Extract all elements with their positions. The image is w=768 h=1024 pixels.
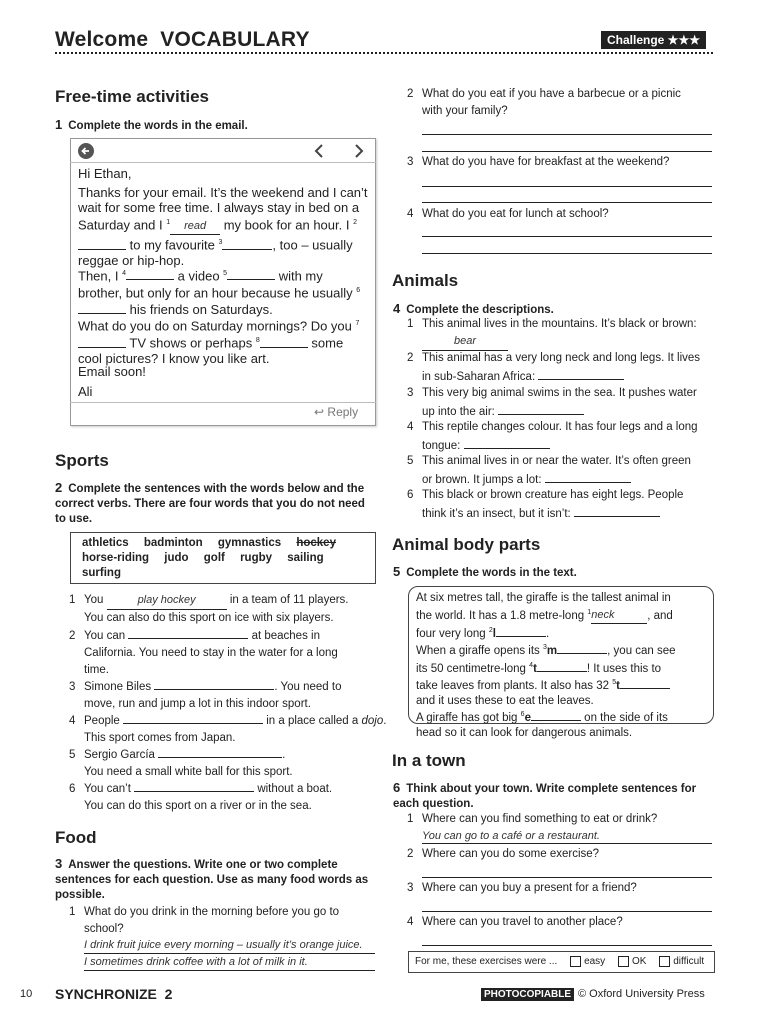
chevron-left-icon[interactable] bbox=[312, 143, 326, 159]
header-divider bbox=[55, 52, 713, 54]
answer-line bbox=[84, 970, 375, 971]
town-question-3: 3 Where can you buy a present for a friend? bbox=[407, 882, 637, 894]
body-parts-heading: Animal body parts bbox=[392, 535, 541, 554]
sports-heading: Sports bbox=[55, 451, 109, 470]
food-question-3: 3 What do you have for breakfast at the weekend? bbox=[407, 156, 670, 168]
ex4-instruction: 4 Complete the descriptions. bbox=[393, 301, 554, 316]
food-question-2: 2 What do you eat if you have a barbecue or a picnic with your family? bbox=[407, 88, 681, 117]
email-signature: Ali bbox=[78, 384, 93, 399]
town-heading: In a town bbox=[392, 751, 466, 770]
email-divider bbox=[70, 162, 376, 163]
answer-line[interactable] bbox=[422, 253, 712, 254]
town-answer-1: You can go to a café or a restaurant. bbox=[422, 830, 600, 842]
challenge-badge: Challenge ★★★ bbox=[601, 31, 706, 49]
ex5-instruction: 5 Complete the words in the text. bbox=[393, 564, 577, 579]
animals-heading: Animals bbox=[392, 271, 459, 290]
photocopiable-badge: PHOTOCOPIABLE bbox=[481, 988, 574, 1001]
difficult-checkbox[interactable] bbox=[659, 956, 670, 967]
sports-item-5: 5 Sergio García . You need a small white ball for this sport. bbox=[69, 745, 293, 781]
ex2-instruction: 2 Complete the sentences with the words below and the correct verbs. There are four words that you do not need to use. bbox=[55, 480, 365, 525]
answer-line bbox=[84, 953, 375, 954]
answer-line[interactable] bbox=[422, 202, 712, 203]
answer-line[interactable] bbox=[422, 236, 712, 237]
chevron-right-icon[interactable] bbox=[352, 143, 366, 159]
sports-item-1: 1 You play hockey in a team of 11 players. You can also do this sport on ice with six players. bbox=[69, 594, 349, 624]
email-footer-divider bbox=[70, 402, 376, 403]
answer-line[interactable] bbox=[422, 911, 712, 912]
town-question-1: 1 Where can you find something to eat or drink? bbox=[407, 813, 658, 825]
animal-item-3: 3 This very big animal swims in the sea. It pushes water up into the air: bbox=[407, 387, 697, 418]
food-question-1: 1 What do you drink in the morning before you go to school? bbox=[69, 906, 340, 935]
page-title: Welcome VOCABULARY bbox=[55, 28, 310, 51]
copyright: © Oxford University Press bbox=[578, 988, 705, 1000]
word-box-list: athletics badminton gymnastics hockey horse-riding judo golf rugby sailing surfing bbox=[82, 537, 336, 579]
town-question-2: 2 Where can you do some exercise? bbox=[407, 848, 600, 860]
answer-line[interactable] bbox=[422, 945, 712, 946]
feedback-label: For me, these exercises were ... bbox=[415, 956, 558, 968]
food-answer-1a: I drink fruit juice every morning – usually it’s orange juice. bbox=[84, 939, 363, 951]
easy-checkbox[interactable] bbox=[570, 956, 581, 967]
animal-item-2: 2 This animal has a very long neck and long legs. It lives in sub-Saharan Africa: bbox=[407, 352, 701, 383]
free-time-heading: Free-time activities bbox=[55, 87, 210, 106]
animal-item-4: 4 This reptile changes colour. It has four legs and a long tongue: bbox=[407, 421, 698, 452]
reply-button[interactable]: ↩ Reply bbox=[314, 405, 359, 419]
back-arrow-icon[interactable] bbox=[77, 142, 95, 160]
email-closing: Email soon! bbox=[78, 364, 146, 379]
ex6-instruction: 6 Think about your town. Write complete sentences for each question. bbox=[393, 780, 697, 810]
answer-line[interactable] bbox=[422, 134, 712, 135]
giraffe-text: At six metres tall, the giraffe is the tallest animal in the world. It has a 1.8 metre-long $^1$neck , and four very long $^2$l . When a giraffe opens its $^3$m , you can see its 50 centimetre-long $^4$t ! It uses this to take leaves from plants. It also has 32 $^5$t and it uses these to eat the leaves. A giraffe has got big $^6$e on the side of its head so it can look for dangerous animals. bbox=[416, 592, 676, 739]
sports-item-4: 4 People in a place called a dojo. This sport comes from Japan. bbox=[69, 711, 386, 747]
food-answer-1b: I sometimes drink coffee with a lot of milk in it. bbox=[84, 956, 308, 968]
brand-logo: SYNCHRONIZE 2 bbox=[55, 986, 173, 1002]
ex1-instruction: 1 Complete the words in the email. bbox=[55, 117, 248, 132]
email-paragraph-1: Thanks for your email. It’s the weekend and I can’t wait for some free time. I always stay in bed on a Saturday and I $^1$ read my book for an hour. I $^2$ to my favourite $^3$ , too – usually reggae or hip-hop. bbox=[78, 185, 368, 268]
answer-line[interactable] bbox=[422, 186, 712, 187]
sports-item-3: 3 Simone Biles . You need to move, run and jump a lot in this indoor sport. bbox=[69, 677, 341, 713]
answer-line[interactable] bbox=[422, 151, 712, 152]
food-question-4: 4 What do you eat for lunch at school? bbox=[407, 208, 609, 220]
email-paragraph-3: What do you do on Saturday mornings? Do you $^7$ TV shows or perhaps $^8$ some cool pictures? I know you like art. bbox=[78, 318, 360, 366]
answer-line bbox=[422, 843, 712, 844]
ex3-instruction: 3 Answer the questions. Write one or two complete sentences for each question. Use as many food words as possible. bbox=[55, 856, 369, 901]
reply-icon: ↩ bbox=[314, 405, 325, 419]
animal-item-5: 5 This animal lives in or near the water. It’s often green or brown. It jumps a lot: bbox=[407, 455, 691, 486]
answer-line[interactable] bbox=[422, 877, 712, 878]
town-question-4: 4 Where can you travel to another place? bbox=[407, 916, 623, 928]
feedback-box: For me, these exercises were ... easy OK difficult bbox=[408, 951, 715, 973]
email-paragraph-2: Then, I $^4$ a video $^5$ with my brother, but only for an hour because he usually $^6$ his friends on Saturdays. bbox=[78, 268, 361, 317]
food-heading: Food bbox=[55, 828, 97, 847]
sports-item-6: 6 You can’t without a boat. You can do this sport on a river or in the sea. bbox=[69, 779, 332, 815]
sports-item-2: 2 You can at beaches in California. You need to stay in the water for a long time. bbox=[69, 626, 338, 679]
ok-checkbox[interactable] bbox=[618, 956, 629, 967]
animal-item-6: 6 This black or brown creature has eight legs. People think it’s an insect, but it isn’t: bbox=[407, 489, 684, 520]
email-greeting: Hi Ethan, bbox=[78, 166, 132, 181]
page-number: 10 bbox=[20, 988, 33, 1000]
animal-item-1: 1 This animal lives in the mountains. It’s black or brown: bear bbox=[407, 316, 697, 351]
